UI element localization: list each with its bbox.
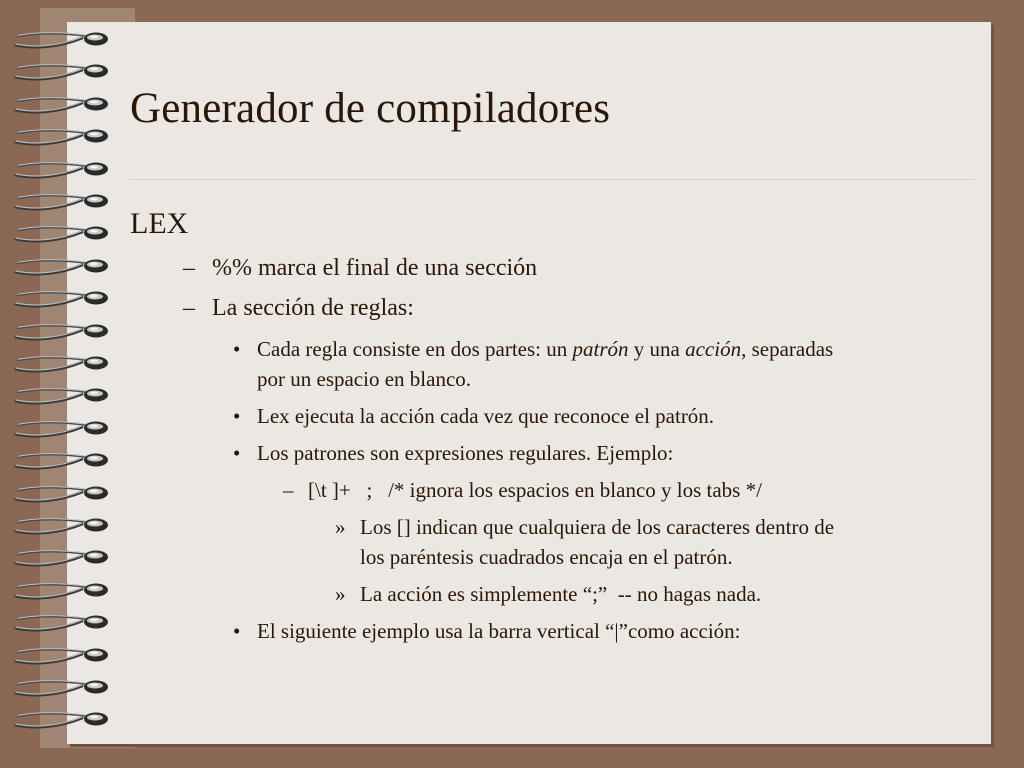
chevron-marker: » — [335, 582, 346, 606]
dash-marker: – — [183, 255, 195, 281]
coil-icon — [10, 190, 110, 216]
coil-icon — [10, 676, 110, 702]
example-code: [\t ]+ ; /* ignora los espacios en blanco y los tabs */ — [308, 478, 762, 502]
heading-lex: LEX — [130, 207, 189, 240]
coil-icon — [10, 320, 110, 346]
sub-text: La acción es simplemente “;” -- no hagas nada. — [360, 582, 762, 606]
coil-icon — [10, 287, 110, 313]
dash-marker: – — [283, 478, 294, 502]
title-divider — [130, 179, 974, 180]
page-title: Generador de compiladores — [130, 85, 611, 132]
coil-icon — [10, 352, 110, 378]
list-item — [183, 255, 195, 282]
bullet-marker: • — [233, 619, 241, 643]
sub-text: Los [] indican que cualquiera de los caracteres dentro de — [360, 515, 835, 539]
sub-text: los paréntesis cuadrados encaja en el patrón. — [360, 545, 733, 569]
bullet-text: por un espacio en blanco. — [257, 367, 472, 391]
chevron-marker: » — [335, 515, 346, 539]
bullet-text: Lex ejecuta la acción cada vez que reconoce el patrón. — [257, 404, 715, 428]
coil-icon — [10, 482, 110, 508]
bullet-text: Cada regla consiste en dos partes: un patrón y una acción, separadas — [257, 337, 834, 361]
list-item-text: La sección de reglas: — [212, 295, 414, 321]
coil-icon — [10, 60, 110, 86]
coil-icon — [10, 222, 110, 248]
coil-icon — [10, 579, 110, 605]
list-item-text: %% marca el final de una sección — [212, 255, 538, 281]
coil-icon — [10, 449, 110, 475]
coil-icon — [10, 125, 110, 151]
list-item — [183, 295, 195, 322]
coil-icon — [10, 93, 110, 119]
coil-icon — [10, 708, 110, 734]
bullet-marker: • — [233, 404, 241, 428]
coil-icon — [10, 417, 110, 443]
coil-icon — [10, 255, 110, 281]
dash-marker: – — [183, 295, 195, 321]
coil-icon — [10, 384, 110, 410]
coil-icon — [10, 611, 110, 637]
bullet-text: El siguiente ejemplo usa la barra vertical “|”como acción: — [257, 619, 741, 643]
bullet-marker: • — [233, 441, 241, 465]
coil-icon — [10, 514, 110, 540]
bullet-text: Los patrones son expresiones regulares. Ejemplo: — [257, 441, 674, 465]
coil-icon — [10, 644, 110, 670]
coil-icon — [10, 28, 110, 54]
bullet-marker: • — [233, 337, 241, 361]
coil-icon — [10, 546, 110, 572]
coil-icon — [10, 158, 110, 184]
